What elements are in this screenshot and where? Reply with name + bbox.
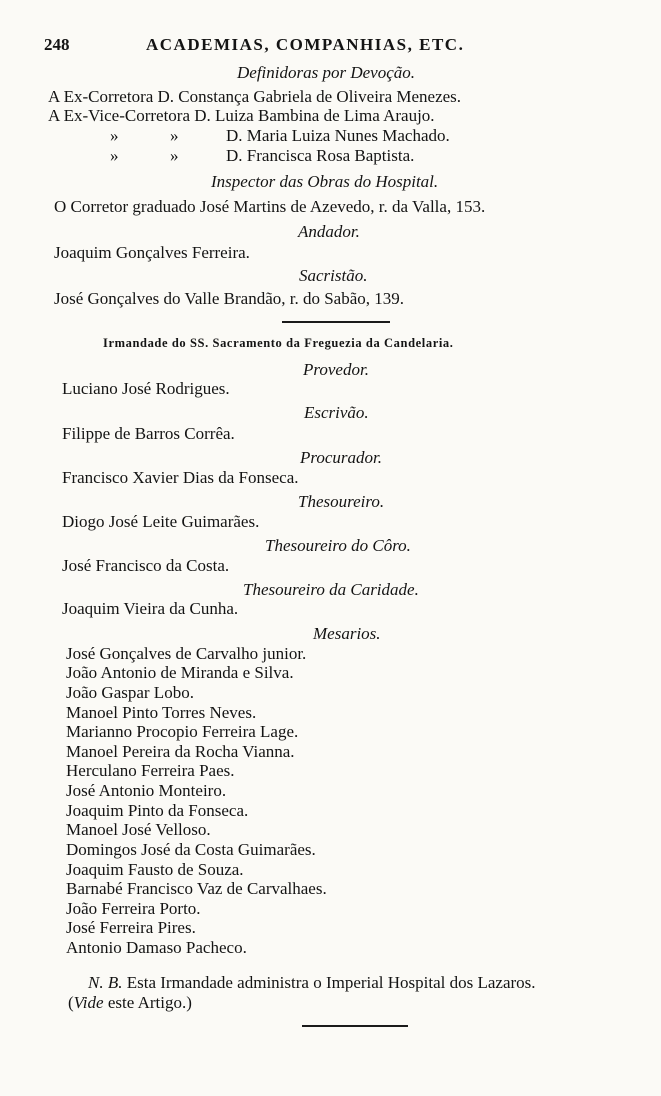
procurador-heading: Procurador. bbox=[300, 448, 383, 467]
mesario-entry: Herculano Ferreira Paes. bbox=[66, 761, 235, 780]
definidora-line: A Ex-Corretora D. Constança Gabriela de Oliveira Menezes. bbox=[48, 87, 462, 106]
sacristao-heading: Sacristão. bbox=[299, 266, 368, 285]
closing-rule bbox=[302, 1025, 408, 1027]
thesoureiro-coro-entry: José Francisco da Costa. bbox=[62, 556, 230, 575]
thesoureiro-caridade-entry: Joaquim Vieira da Cunha. bbox=[62, 599, 239, 618]
mesario-entry: Antonio Damaso Pacheco. bbox=[66, 938, 247, 957]
provedor-entry: Luciano José Rodrigues. bbox=[62, 379, 230, 398]
page-number: 248 bbox=[44, 35, 70, 54]
andador-entry: Joaquim Gonçalves Ferreira. bbox=[54, 243, 250, 262]
note-text: Esta Irmandade administra o Imperial Hospital dos Lazaros. bbox=[126, 973, 536, 992]
mesario-entry: Joaquim Fausto de Souza. bbox=[66, 860, 244, 879]
note-reference bbox=[68, 993, 192, 1013]
note-label: N. B. bbox=[88, 973, 123, 992]
sacristao-entry: José Gonçalves do Valle Brandão, r. do Sabão, 139. bbox=[54, 289, 405, 308]
definidora-line bbox=[110, 146, 414, 166]
procurador-entry: Francisco Xavier Dias da Fonseca. bbox=[62, 468, 299, 487]
definidoras-heading: Definidoras por Devoção. bbox=[237, 63, 416, 82]
note-open-paren: ( bbox=[68, 993, 74, 1012]
escrivao-entry: Filippe de Barros Corrêa. bbox=[62, 424, 235, 443]
mesario-entry: José Gonçalves de Carvalho junior. bbox=[66, 644, 307, 663]
escrivao-heading: Escrivão. bbox=[304, 403, 369, 422]
note-line bbox=[88, 973, 536, 993]
mesario-entry: José Antonio Monteiro. bbox=[66, 781, 227, 800]
mesario-entry: João Gaspar Lobo. bbox=[66, 683, 194, 702]
mesarios-heading: Mesarios. bbox=[313, 624, 381, 643]
section-title: Irmandade do SS. Sacramento da Freguezia da Candelaria. bbox=[103, 336, 454, 350]
inspector-entry: O Corretor graduado José Martins de Azevedo, r. da Valla, 153. bbox=[54, 197, 486, 216]
note-reference-text: este Artigo.) bbox=[107, 993, 192, 1012]
mesario-entry: João Ferreira Porto. bbox=[66, 899, 201, 918]
mesario-entry: José Ferreira Pires. bbox=[66, 918, 196, 937]
ditto-mark: » bbox=[110, 146, 119, 165]
definidora-line: A Ex-Vice-Corretora D. Luiza Bambina de Lima Araujo. bbox=[48, 106, 435, 125]
mesario-entry: Joaquim Pinto da Fonseca. bbox=[66, 801, 249, 820]
thesoureiro-coro-heading: Thesoureiro do Côro. bbox=[265, 536, 411, 555]
provedor-heading: Provedor. bbox=[303, 360, 369, 379]
mesario-entry: Manoel Pereira da Rocha Vianna. bbox=[66, 742, 295, 761]
mesario-entry: Marianno Procopio Ferreira Lage. bbox=[66, 722, 299, 741]
page-header bbox=[44, 35, 464, 55]
note-vide: Vide bbox=[73, 993, 104, 1012]
inspector-heading: Inspector das Obras do Hospital. bbox=[211, 172, 439, 191]
definidora-name: D. Francisca Rosa Baptista. bbox=[226, 146, 415, 165]
mesario-entry: Barnabé Francisco Vaz de Carvalhaes. bbox=[66, 879, 327, 898]
thesoureiro-entry: Diogo José Leite Guimarães. bbox=[62, 512, 260, 531]
ditto-mark: » bbox=[170, 146, 179, 165]
running-title: ACADEMIAS, COMPANHIAS, ETC. bbox=[146, 35, 465, 54]
ditto-mark: » bbox=[170, 126, 179, 145]
definidora-name: D. Maria Luiza Nunes Machado. bbox=[226, 126, 450, 145]
mesario-entry: Domingos José da Costa Guimarães. bbox=[66, 840, 316, 859]
mesario-entry: Manoel Pinto Torres Neves. bbox=[66, 703, 257, 722]
mesario-entry: Manoel José Velloso. bbox=[66, 820, 211, 839]
definidora-line bbox=[110, 126, 450, 146]
thesoureiro-heading: Thesoureiro. bbox=[298, 492, 385, 511]
ditto-mark: » bbox=[110, 126, 119, 145]
andador-heading: Andador. bbox=[298, 222, 360, 241]
mesario-entry: João Antonio de Miranda e Silva. bbox=[66, 663, 294, 682]
section-divider bbox=[282, 321, 390, 323]
thesoureiro-caridade-heading: Thesoureiro da Caridade. bbox=[243, 580, 419, 599]
